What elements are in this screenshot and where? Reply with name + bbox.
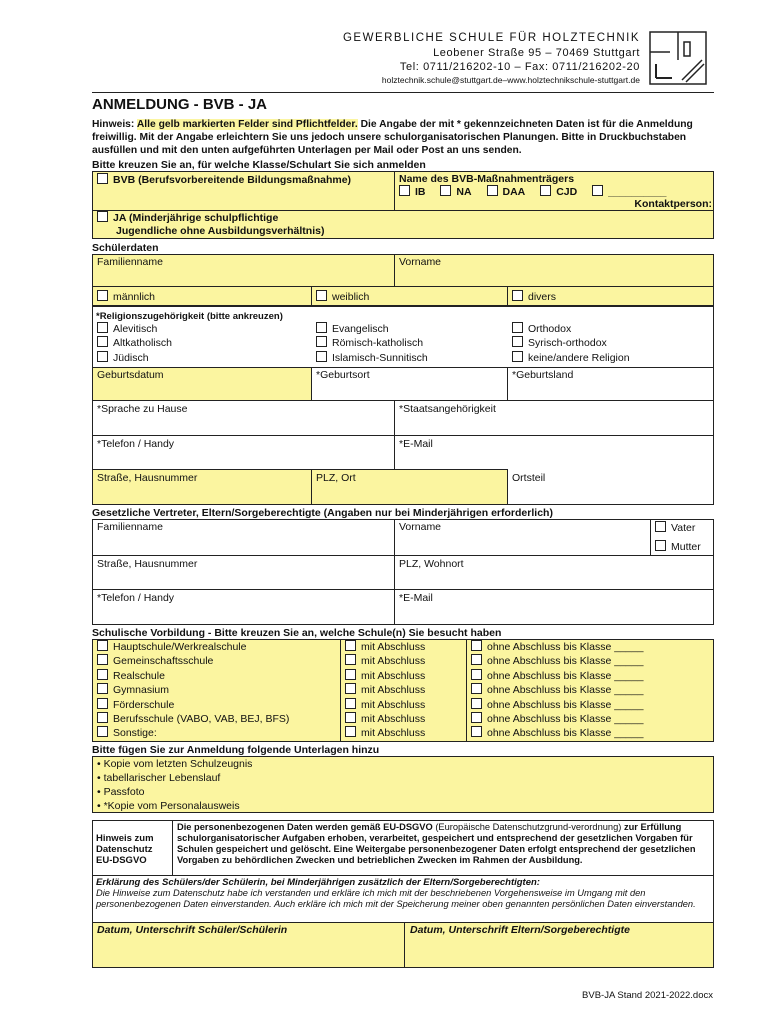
- documents-list: [97, 757, 252, 813]
- geburtsort-label: *Geburtsort: [316, 369, 370, 381]
- with-degree-option[interactable]: mit Abschluss: [345, 726, 425, 740]
- signature-parent-field[interactable]: [405, 937, 713, 967]
- religion-juedisch[interactable]: Jüdisch: [97, 351, 172, 365]
- without-degree-option[interactable]: ohne Abschluss bis Klasse _____: [471, 669, 643, 683]
- religion-alevitisch[interactable]: Alevitisch: [97, 322, 172, 336]
- school-realschule[interactable]: Realschule: [97, 669, 289, 683]
- page-title: ANMELDUNG - BVB - JA: [92, 96, 267, 113]
- bvb-contact-label: Kontaktperson:: [634, 198, 712, 210]
- ja-checkbox[interactable]: [97, 211, 108, 222]
- strasse-label: Straße, Hausnummer: [97, 472, 198, 484]
- with-degree-list: [345, 640, 425, 741]
- student-vorname-label: Vorname: [399, 256, 442, 268]
- document-item: • Passfoto: [97, 786, 145, 798]
- guardian-vorname-label: Vorname: [399, 521, 442, 533]
- school-list: [97, 640, 289, 741]
- geburtsdatum-label: Geburtsdatum: [97, 369, 164, 381]
- without-degree-option[interactable]: ohne Abschluss bis Klasse _____: [471, 698, 643, 712]
- notice-label: Hinweis:: [92, 119, 135, 130]
- bvb-carrier-options: [399, 185, 667, 198]
- gender-female[interactable]: weiblich: [316, 290, 369, 303]
- school-berufsschule[interactable]: Berufsschule (VABO, VAB, BEJ, BFS): [97, 712, 289, 726]
- notice-text: Die Angabe der mit * gekennzeichneten Daten ist für die Anmeldung freiwillig. Mit der Angabe erleichtern Sie uns jedoch unsere schulorganisatorischen Planungen. Bitte in Druckbuchstaben ausfüllen und mit den unten aufgeführten Unterlagen per Mail oder Post an uns senden.: [92, 119, 693, 156]
- religion-col1: [97, 322, 172, 365]
- religion-syrisch-orthodox[interactable]: Syrisch-orthodox: [512, 336, 630, 350]
- telefon-label: *Telefon / Handy: [97, 438, 175, 450]
- religion-islamisch[interactable]: Islamisch-Sunnitisch: [316, 351, 428, 365]
- school-web: holztechnik.schule@stuttgart.de–www.holztechnikschule-stuttgart.de: [381, 75, 640, 85]
- carrier-other[interactable]: __________: [592, 186, 666, 198]
- ortsteil-label: Ortsteil: [512, 472, 546, 484]
- guardian-email-label: *E-Mail: [399, 592, 433, 604]
- school-gymnasium[interactable]: Gymnasium: [97, 683, 289, 697]
- carrier-daa[interactable]: DAA: [487, 186, 526, 198]
- guardian-section-title: Gesetzliche Vertreter, Eltern/Sorgeberechtigte (Angaben nur bei Minderjährigen erforderlich): [92, 507, 553, 519]
- with-degree-option[interactable]: mit Abschluss: [345, 712, 425, 726]
- without-degree-list: [471, 640, 643, 741]
- geburtsland-label: *Geburtsland: [512, 369, 574, 381]
- carrier-na[interactable]: NA: [440, 186, 471, 198]
- without-degree-option[interactable]: ohne Abschluss bis Klasse _____: [471, 654, 643, 668]
- religion-title: *Religionszugehörigkeit (bitte ankreuzen): [96, 311, 283, 322]
- religion-col3: [512, 322, 630, 365]
- class-prompt: Bitte kreuzen Sie an, für welche Klasse/Schulart Sie sich anmelden: [92, 159, 426, 171]
- guardian-strasse-label: Straße, Hausnummer: [97, 558, 198, 570]
- school-name: GEWERBLICHE SCHULE FÜR HOLZTECHNIK: [342, 32, 640, 44]
- gender-row: [92, 286, 714, 306]
- school-gemeinschaftsschule[interactable]: Gemeinschaftsschule: [97, 654, 289, 668]
- carrier-ib[interactable]: IB: [399, 186, 426, 198]
- guardian-familienname-label: Familienname: [97, 521, 163, 533]
- carrier-cjd[interactable]: CJD: [540, 186, 577, 198]
- sprache-label: *Sprache zu Hause: [97, 403, 188, 415]
- student-section-title: Schülerdaten: [92, 242, 159, 254]
- without-degree-option[interactable]: ohne Abschluss bis Klasse _____: [471, 712, 643, 726]
- guardian-plz-label: PLZ, Wohnort: [399, 558, 464, 570]
- school-logo: [648, 30, 708, 86]
- religion-col2: [316, 322, 428, 365]
- gender-male[interactable]: männlich: [97, 290, 155, 303]
- email-label: *E-Mail: [399, 438, 433, 450]
- staat-label: *Staatsangehörigkeit: [399, 403, 496, 415]
- bvb-checkbox[interactable]: [97, 173, 108, 184]
- student-familienname-label: Familienname: [97, 256, 163, 268]
- declaration-title: Erklärung des Schülers/der Schülerin, bei Minderjährigen zusätzlich der Eltern/Sorgeberechtigten:: [96, 877, 540, 888]
- document-item: • tabellarischer Lebenslauf: [97, 772, 221, 784]
- footer-filename: BVB-JA Stand 2021-2022.docx: [582, 990, 713, 1001]
- signature-student-label: Datum, Unterschrift Schüler/Schülerin: [97, 924, 288, 936]
- plz-label: PLZ, Ort: [316, 472, 356, 484]
- with-degree-option[interactable]: mit Abschluss: [345, 698, 425, 712]
- religion-evangelisch[interactable]: Evangelisch: [316, 322, 428, 336]
- documents-section-title: Bitte fügen Sie zur Anmeldung folgende Unterlagen hinzu: [92, 744, 380, 756]
- guardian-mutter[interactable]: Mutter: [655, 540, 701, 553]
- gender-diverse[interactable]: divers: [512, 290, 556, 303]
- document-item: • Kopie vom letzten Schulzeugnis: [97, 758, 253, 770]
- signature-student-field[interactable]: [93, 937, 403, 967]
- guardian-vater[interactable]: Vater: [655, 521, 695, 534]
- privacy-label: Hinweis zum Datenschutz EU-DSGVO: [96, 833, 154, 866]
- religion-roemisch-katholisch[interactable]: Römisch-katholisch: [316, 336, 428, 350]
- school-foerderschule[interactable]: Förderschule: [97, 698, 289, 712]
- with-degree-option[interactable]: mit Abschluss: [345, 640, 425, 654]
- school-phone: Tel: 0711/216202-10 – Fax: 0711/216202-20: [399, 61, 640, 73]
- header-rule: [92, 92, 714, 93]
- ja-option[interactable]: JA (Minderjährige schulpflichtige Jugendliche ohne Ausbildungsverhältnis): [97, 211, 324, 237]
- bvb-divider: [394, 171, 395, 211]
- religion-keine[interactable]: keine/andere Religion: [512, 351, 630, 365]
- document-item: • *Kopie vom Personalausweis: [97, 800, 240, 812]
- student-familienname-input[interactable]: [93, 268, 393, 286]
- declaration-text: Die Hinweise zum Datenschutz habe ich verstanden und erkläre ich mich mit der beschriebenen Vorgehensweise im Umgang mit den personenbezogenen Daten einverstanden. Auch erkläre ich mich mit der Speicherung meiner oben genannten persönlichen Daten einverstanden.: [96, 888, 696, 909]
- notice-highlight: Alle gelb markierten Felder sind Pflichtfelder.: [136, 119, 358, 130]
- religion-altkatholisch[interactable]: Altkatholisch: [97, 336, 172, 350]
- school-sonstige[interactable]: Sonstige:: [97, 726, 289, 740]
- school-address: Leobener Straße 95 – 70469 Stuttgart: [433, 47, 640, 59]
- schooling-section-title: Schulische Vorbildung - Bitte kreuzen Sie an, welche Schule(n) Sie besucht haben: [92, 627, 502, 639]
- notice: [92, 118, 717, 157]
- privacy-text: Die personenbezogenen Daten werden gemäß EU-DSGVO (Europäische Datenschutzgrund-verordnung) zur Erfüllung schulorganisatorischer Aufgaben erhoben, verarbeitet, gespeichert und entsprechend der gesetzlichen Vorgaben für Schulen gespeichert und gelöscht. Eine Weitergabe personenbezogener Daten erfolgt entsprechend der gesetzlichen Vorgaben zu behördlichen Zwecken und betrieblichen Zwecken im Rahmen der Ausbildung.: [177, 822, 696, 865]
- guardian-telefon-label: *Telefon / Handy: [97, 592, 175, 604]
- bvb-carrier-title: Name des BVB-Maßnahmenträgers: [399, 173, 575, 185]
- school-hauptschule[interactable]: Hauptschule/Werkrealschule: [97, 640, 289, 654]
- student-vorname-input[interactable]: [395, 268, 713, 286]
- with-degree-option[interactable]: mit Abschluss: [345, 654, 425, 668]
- with-degree-option[interactable]: mit Abschluss: [345, 669, 425, 683]
- with-degree-option[interactable]: mit Abschluss: [345, 683, 425, 697]
- without-degree-option[interactable]: ohne Abschluss bis Klasse _____: [471, 683, 643, 697]
- bvb-option[interactable]: BVB (Berufsvorbereitende Bildungsmaßnahme): [97, 173, 351, 186]
- religion-orthodox[interactable]: Orthodox: [512, 322, 630, 336]
- signature-parent-label: Datum, Unterschrift Eltern/Sorgeberechtigte: [410, 924, 630, 936]
- without-degree-option[interactable]: ohne Abschluss bis Klasse _____: [471, 726, 643, 740]
- without-degree-option[interactable]: ohne Abschluss bis Klasse _____: [471, 640, 643, 654]
